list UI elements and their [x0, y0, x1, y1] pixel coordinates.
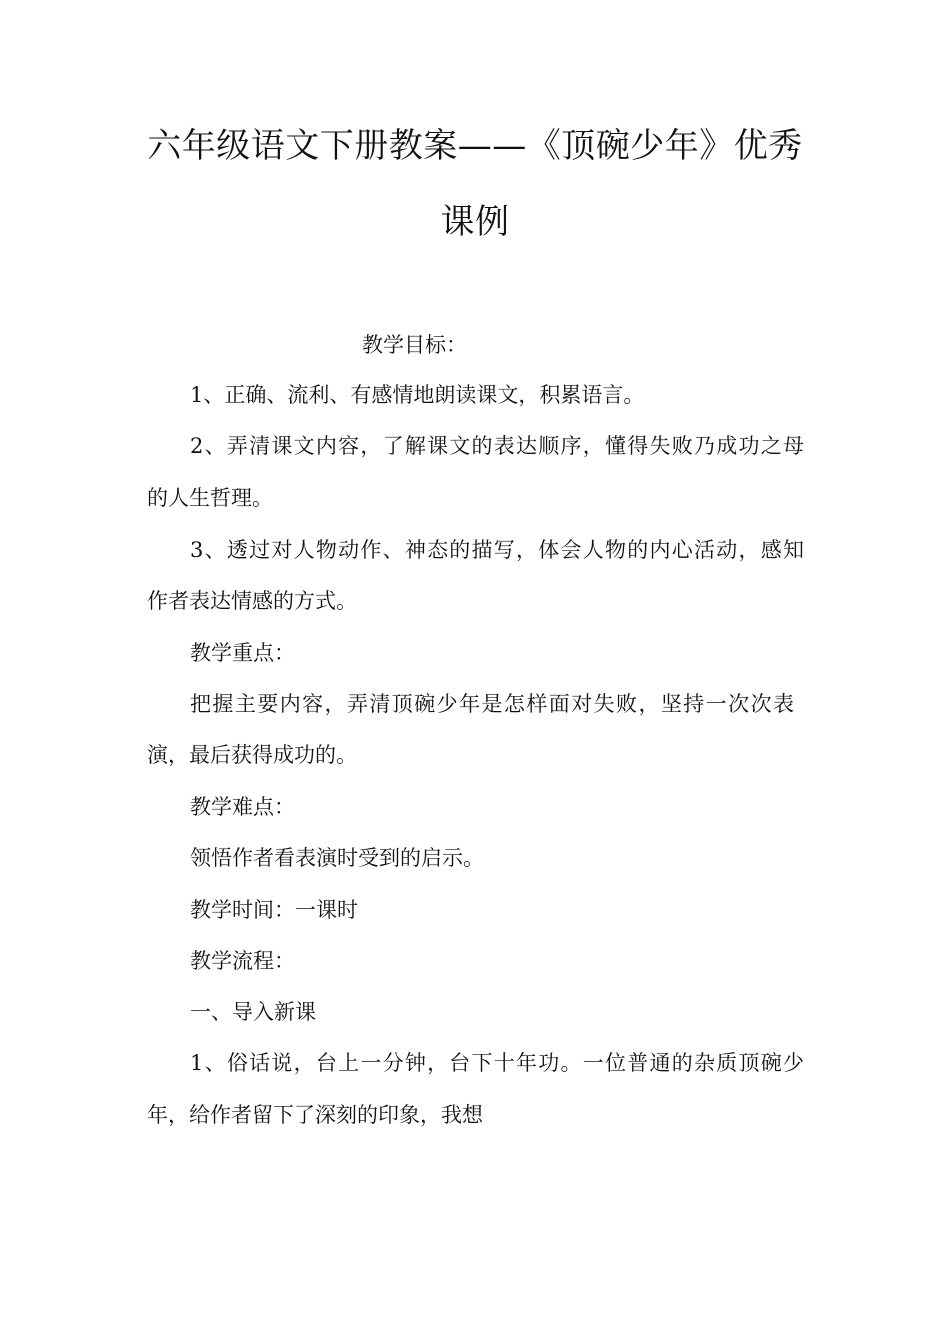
objective-1: 1、正确、流利、有感情地朗读课文，积累语言。: [190, 383, 645, 407]
difficulty-text: 领悟作者看表演时受到的启示。: [190, 846, 484, 870]
objective-3-line-2: 作者表达情感的方式。: [147, 589, 357, 613]
intro-line-1: 1、俗话说，台上一分钟，台下十年功。一位普通的杂质顶碗少: [190, 1051, 804, 1075]
process-heading: 教学流程：: [190, 949, 295, 973]
document-title-line-2: 课例: [440, 202, 510, 242]
key-points-heading: 教学重点：: [190, 641, 295, 665]
objectives-heading: 教学目标：: [362, 333, 467, 357]
difficulty-heading: 教学难点：: [190, 795, 295, 819]
intro-line-2: 年，给作者留下了深刻的印象，我想: [147, 1103, 483, 1127]
document-title-line-1: 六年级语文下册教案——《顶碗少年》优秀: [147, 126, 803, 166]
key-points-line-2: 演，最后获得成功的。: [147, 743, 357, 767]
teaching-time: 教学时间：一课时: [190, 898, 358, 922]
section-1-heading: 一、导入新课: [190, 1000, 316, 1024]
objective-2-line-2: 的人生哲理。: [147, 486, 273, 510]
objective-3-line-1: 3、透过对人物动作、神态的描写，体会人物的内心活动，感知: [190, 538, 804, 562]
objective-2-line-1: 2、弄清课文内容，了解课文的表达顺序，懂得失败乃成功之母: [190, 434, 804, 458]
key-points-line-1: 把握主要内容，弄清顶碗少年是怎样面对失败，坚持一次次表: [190, 692, 794, 716]
